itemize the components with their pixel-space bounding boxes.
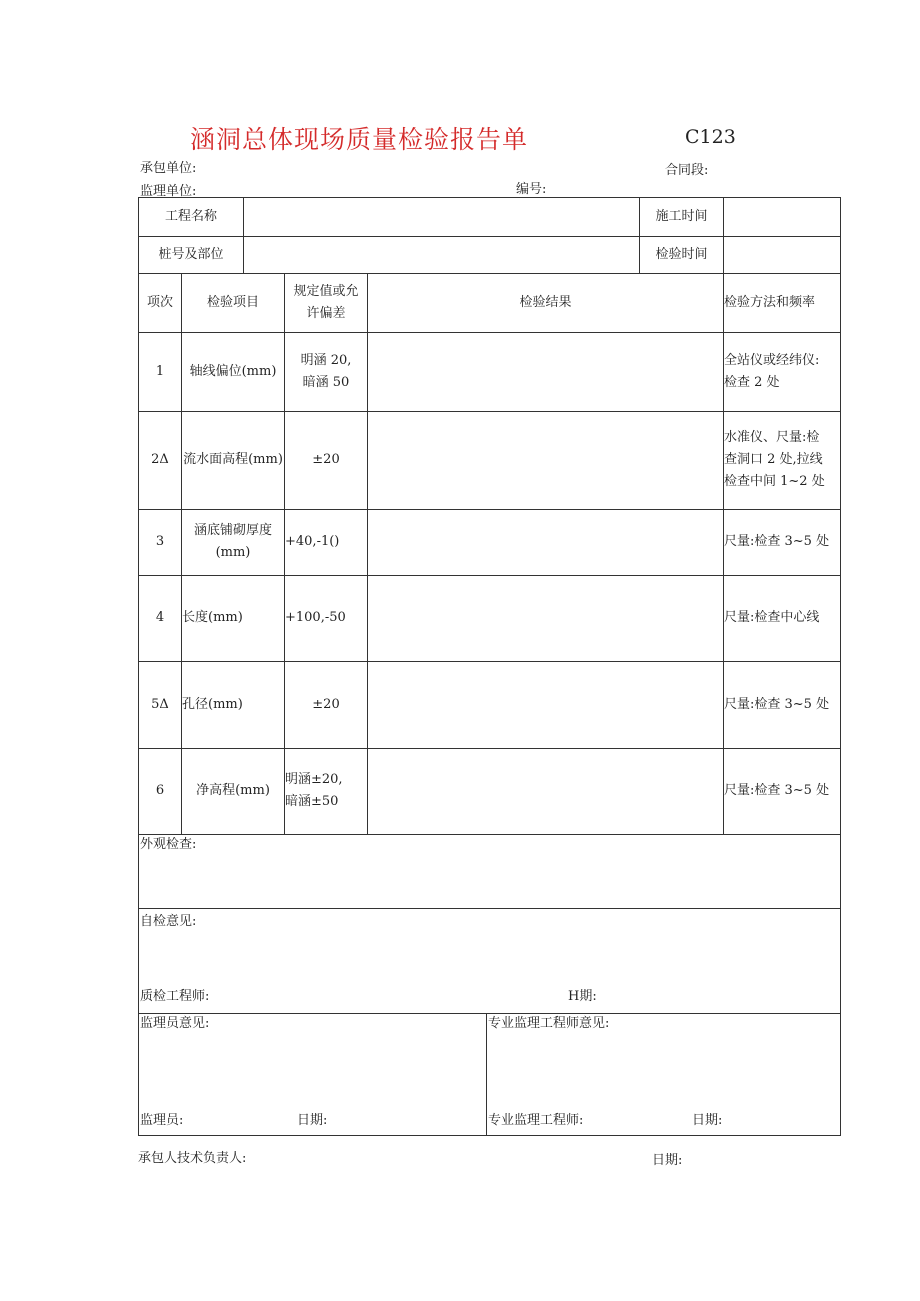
header-result: 检验结果: [519, 294, 572, 310]
row-6-method: 尺量:检查 3~5 处: [724, 783, 830, 798]
row-6-item: 净高程(mm): [196, 783, 270, 798]
row-1-method: 全站仪或经纬仪: 检查 2 处: [724, 352, 820, 390]
header-item: 检验项目: [206, 294, 259, 310]
qc-engineer-label: 质检工程师:: [140, 989, 210, 1004]
row-1-spec: 明涵 20, 暗涵 50: [300, 352, 352, 390]
number-label: 编号:: [516, 182, 547, 197]
row-2-item: 流水面高程(mm): [183, 452, 283, 467]
row-4-item: 长度(mm): [182, 610, 243, 625]
row-6-no: 6: [155, 783, 165, 798]
row-3-no: 3: [155, 534, 165, 549]
row-3-method: 尺量:检查 3~5 处: [724, 534, 830, 549]
inspection-form-table: [138, 197, 841, 1136]
row-5-item: 孔径(mm): [182, 696, 243, 712]
row-6-result[interactable]: [368, 748, 723, 834]
row-5-result[interactable]: [368, 661, 723, 748]
self-check-label: 自检意见:: [140, 914, 197, 929]
row-2-method: 水准仪、尺量:检 查洞口 2 处,拉线 检查中间 1~2 处: [724, 430, 825, 489]
row-6-spec: 明涵±20, 暗涵±50: [285, 772, 343, 809]
contract-section-label: 合同段:: [665, 163, 709, 178]
form-code: C123: [685, 126, 736, 148]
row-4-spec: +100,-50: [285, 610, 346, 625]
row-2-spec: ±20: [312, 452, 340, 467]
engineer-date-label: 日期:: [692, 1113, 723, 1128]
row-3-item: 涵底铺砌厚度 (mm): [193, 523, 272, 560]
row-5-no: 5Δ: [151, 696, 169, 712]
supervisor-label: 监理员:: [140, 1113, 184, 1128]
engineer-label: 专业监理工程师:: [488, 1113, 584, 1128]
construction-time-label: 施工时间: [655, 209, 708, 224]
project-name-label: 工程名称: [164, 209, 217, 224]
row-1-no: 1: [155, 363, 165, 379]
contractor-unit-label: 承包单位:: [140, 161, 197, 176]
row-4-method: 尺量:检查中心线: [724, 610, 820, 625]
header-item-no: 项次: [146, 294, 173, 310]
row-3-spec: +40,-1(): [285, 534, 340, 549]
engineer-opinion-label: 专业监理工程师意见:: [488, 1016, 610, 1031]
header-method: 检验方法和频率: [724, 294, 816, 310]
row-4-no: 4: [155, 610, 165, 625]
row-1-item: 轴线偏位(mm): [189, 363, 277, 379]
supervisor-opinion-label: 监理员意见:: [140, 1016, 210, 1031]
row-5-spec: ±20: [312, 696, 340, 712]
construction-time-field[interactable]: [724, 198, 841, 236]
row-2-result[interactable]: [368, 411, 723, 509]
self-check-date-label: H期:: [568, 989, 597, 1004]
row-1-result[interactable]: [368, 332, 723, 411]
row-3-result[interactable]: [368, 509, 723, 575]
supervisor-date-label: 日期:: [297, 1113, 328, 1128]
form-title: 涵洞总体现场质量检验报告单: [190, 125, 529, 154]
appearance-check-label: 外观检查:: [140, 837, 197, 852]
station-part-label: 桩号及部位: [158, 246, 224, 262]
row-2-no: 2Δ: [151, 452, 169, 467]
supervision-unit-label: 监理单位:: [140, 184, 197, 199]
station-part-field[interactable]: [244, 236, 639, 273]
inspection-time-label: 检验时间: [655, 246, 708, 262]
header-spec: 规定值或允 许偏差: [293, 283, 359, 321]
row-4-result[interactable]: [368, 575, 723, 661]
project-name-field[interactable]: [244, 198, 639, 236]
row-5-method: 尺量:检查 3~5 处: [724, 696, 830, 712]
inspection-time-field[interactable]: [724, 236, 841, 273]
tech-lead-label: 承包人技术负责人:: [138, 1151, 247, 1166]
footer-date-label: 日期:: [652, 1153, 683, 1168]
